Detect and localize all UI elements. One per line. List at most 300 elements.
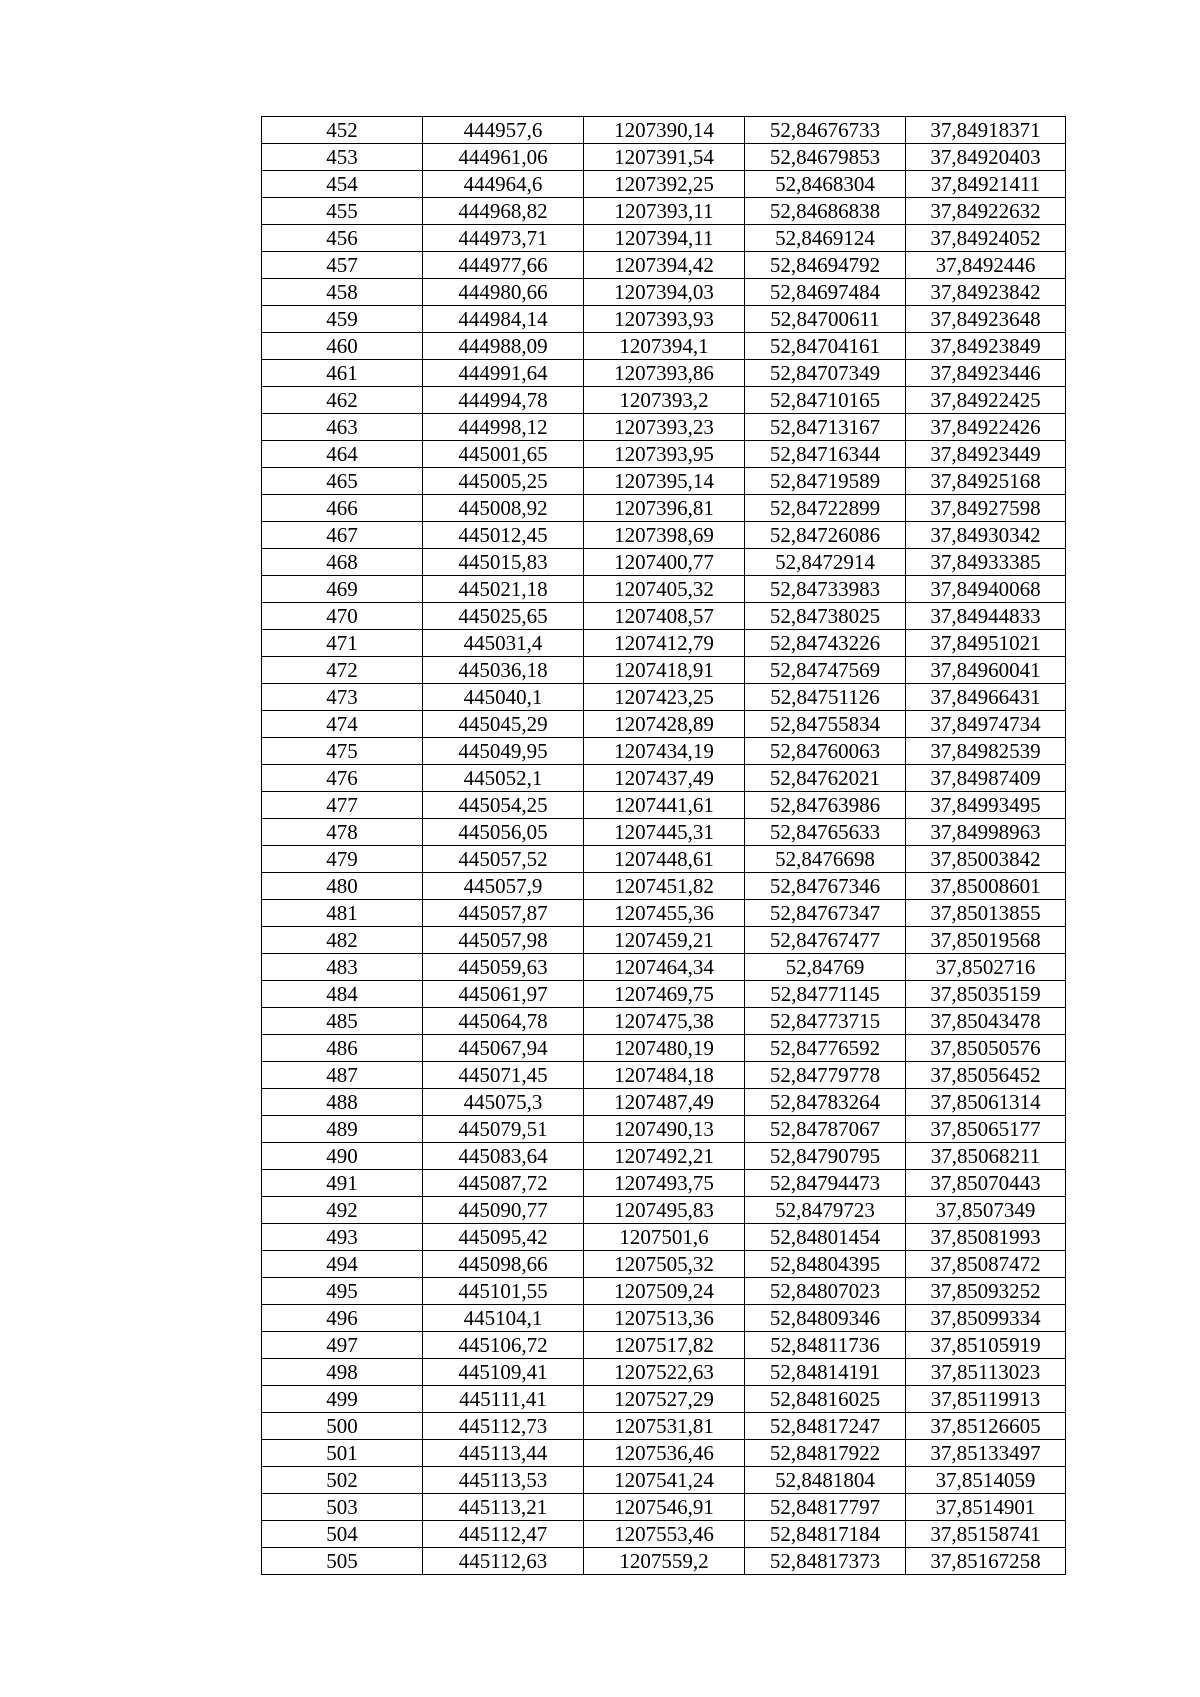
point-number-cell: 472 bbox=[262, 657, 423, 684]
table-row bbox=[262, 1386, 1066, 1413]
table-row bbox=[262, 360, 1066, 387]
y-coordinate-cell: 1207527,29 bbox=[584, 1386, 745, 1413]
x-coordinate-cell: 445112,63 bbox=[423, 1548, 584, 1575]
coordinates-table bbox=[261, 116, 1066, 1575]
latitude-cell: 52,84814191 bbox=[745, 1359, 906, 1386]
y-coordinate-cell: 1207408,57 bbox=[584, 603, 745, 630]
longitude-cell: 37,84944833 bbox=[906, 603, 1066, 630]
table-row bbox=[262, 1359, 1066, 1386]
longitude-cell: 37,85105919 bbox=[906, 1332, 1066, 1359]
x-coordinate-cell: 445056,05 bbox=[423, 819, 584, 846]
latitude-cell: 52,84771145 bbox=[745, 981, 906, 1008]
latitude-cell: 52,84713167 bbox=[745, 414, 906, 441]
table-row bbox=[262, 1305, 1066, 1332]
y-coordinate-cell: 1207391,54 bbox=[584, 144, 745, 171]
longitude-cell: 37,84940068 bbox=[906, 576, 1066, 603]
latitude-cell: 52,84722899 bbox=[745, 495, 906, 522]
longitude-cell: 37,84951021 bbox=[906, 630, 1066, 657]
x-coordinate-cell: 445113,44 bbox=[423, 1440, 584, 1467]
longitude-cell: 37,84924052 bbox=[906, 225, 1066, 252]
y-coordinate-cell: 1207405,32 bbox=[584, 576, 745, 603]
point-number-cell: 463 bbox=[262, 414, 423, 441]
longitude-cell: 37,84933385 bbox=[906, 549, 1066, 576]
y-coordinate-cell: 1207509,24 bbox=[584, 1278, 745, 1305]
point-number-cell: 470 bbox=[262, 603, 423, 630]
point-number-cell: 456 bbox=[262, 225, 423, 252]
point-number-cell: 493 bbox=[262, 1224, 423, 1251]
x-coordinate-cell: 445095,42 bbox=[423, 1224, 584, 1251]
latitude-cell: 52,84743226 bbox=[745, 630, 906, 657]
point-number-cell: 474 bbox=[262, 711, 423, 738]
table-row bbox=[262, 198, 1066, 225]
longitude-cell: 37,85070443 bbox=[906, 1170, 1066, 1197]
y-coordinate-cell: 1207390,14 bbox=[584, 117, 745, 144]
y-coordinate-cell: 1207396,81 bbox=[584, 495, 745, 522]
y-coordinate-cell: 1207513,36 bbox=[584, 1305, 745, 1332]
longitude-cell: 37,84923446 bbox=[906, 360, 1066, 387]
table-row bbox=[262, 954, 1066, 981]
point-number-cell: 487 bbox=[262, 1062, 423, 1089]
point-number-cell: 499 bbox=[262, 1386, 423, 1413]
latitude-cell: 52,84738025 bbox=[745, 603, 906, 630]
latitude-cell: 52,8476698 bbox=[745, 846, 906, 873]
y-coordinate-cell: 1207505,32 bbox=[584, 1251, 745, 1278]
x-coordinate-cell: 445112,73 bbox=[423, 1413, 584, 1440]
longitude-cell: 37,84960041 bbox=[906, 657, 1066, 684]
y-coordinate-cell: 1207469,75 bbox=[584, 981, 745, 1008]
x-coordinate-cell: 445067,94 bbox=[423, 1035, 584, 1062]
x-coordinate-cell: 445021,18 bbox=[423, 576, 584, 603]
x-coordinate-cell: 445090,77 bbox=[423, 1197, 584, 1224]
point-number-cell: 458 bbox=[262, 279, 423, 306]
x-coordinate-cell: 445040,1 bbox=[423, 684, 584, 711]
longitude-cell: 37,85035159 bbox=[906, 981, 1066, 1008]
table-row bbox=[262, 117, 1066, 144]
table-row bbox=[262, 1413, 1066, 1440]
latitude-cell: 52,84747569 bbox=[745, 657, 906, 684]
longitude-cell: 37,84922632 bbox=[906, 198, 1066, 225]
latitude-cell: 52,84767477 bbox=[745, 927, 906, 954]
point-number-cell: 464 bbox=[262, 441, 423, 468]
point-number-cell: 483 bbox=[262, 954, 423, 981]
table-row bbox=[262, 873, 1066, 900]
latitude-cell: 52,84807023 bbox=[745, 1278, 906, 1305]
latitude-cell: 52,84733983 bbox=[745, 576, 906, 603]
point-number-cell: 468 bbox=[262, 549, 423, 576]
point-number-cell: 495 bbox=[262, 1278, 423, 1305]
point-number-cell: 484 bbox=[262, 981, 423, 1008]
longitude-cell: 37,84998963 bbox=[906, 819, 1066, 846]
latitude-cell: 52,84704161 bbox=[745, 333, 906, 360]
longitude-cell: 37,85167258 bbox=[906, 1548, 1066, 1575]
y-coordinate-cell: 1207553,46 bbox=[584, 1521, 745, 1548]
y-coordinate-cell: 1207495,83 bbox=[584, 1197, 745, 1224]
table-row bbox=[262, 1197, 1066, 1224]
table-row bbox=[262, 765, 1066, 792]
x-coordinate-cell: 445031,4 bbox=[423, 630, 584, 657]
point-number-cell: 452 bbox=[262, 117, 423, 144]
y-coordinate-cell: 1207459,21 bbox=[584, 927, 745, 954]
x-coordinate-cell: 445112,47 bbox=[423, 1521, 584, 1548]
table-row bbox=[262, 1278, 1066, 1305]
point-number-cell: 486 bbox=[262, 1035, 423, 1062]
latitude-cell: 52,84716344 bbox=[745, 441, 906, 468]
latitude-cell: 52,84804395 bbox=[745, 1251, 906, 1278]
table-row bbox=[262, 1116, 1066, 1143]
table-row bbox=[262, 1332, 1066, 1359]
latitude-cell: 52,84783264 bbox=[745, 1089, 906, 1116]
y-coordinate-cell: 1207400,77 bbox=[584, 549, 745, 576]
latitude-cell: 52,84760063 bbox=[745, 738, 906, 765]
table-row bbox=[262, 576, 1066, 603]
y-coordinate-cell: 1207445,31 bbox=[584, 819, 745, 846]
table-row bbox=[262, 1521, 1066, 1548]
point-number-cell: 455 bbox=[262, 198, 423, 225]
x-coordinate-cell: 445113,53 bbox=[423, 1467, 584, 1494]
x-coordinate-cell: 445098,66 bbox=[423, 1251, 584, 1278]
longitude-cell: 37,84923648 bbox=[906, 306, 1066, 333]
table-row bbox=[262, 495, 1066, 522]
longitude-cell: 37,85056452 bbox=[906, 1062, 1066, 1089]
x-coordinate-cell: 445057,98 bbox=[423, 927, 584, 954]
longitude-cell: 37,85008601 bbox=[906, 873, 1066, 900]
y-coordinate-cell: 1207394,1 bbox=[584, 333, 745, 360]
table-row bbox=[262, 333, 1066, 360]
x-coordinate-cell: 444991,64 bbox=[423, 360, 584, 387]
y-coordinate-cell: 1207464,34 bbox=[584, 954, 745, 981]
table-row bbox=[262, 1251, 1066, 1278]
latitude-cell: 52,8468304 bbox=[745, 171, 906, 198]
x-coordinate-cell: 444984,14 bbox=[423, 306, 584, 333]
y-coordinate-cell: 1207501,6 bbox=[584, 1224, 745, 1251]
longitude-cell: 37,85068211 bbox=[906, 1143, 1066, 1170]
table-row bbox=[262, 225, 1066, 252]
point-number-cell: 460 bbox=[262, 333, 423, 360]
latitude-cell: 52,84779778 bbox=[745, 1062, 906, 1089]
x-coordinate-cell: 445057,52 bbox=[423, 846, 584, 873]
x-coordinate-cell: 445079,51 bbox=[423, 1116, 584, 1143]
table-row bbox=[262, 549, 1066, 576]
table-row bbox=[262, 1494, 1066, 1521]
point-number-cell: 480 bbox=[262, 873, 423, 900]
table-row bbox=[262, 171, 1066, 198]
y-coordinate-cell: 1207541,24 bbox=[584, 1467, 745, 1494]
table-row bbox=[262, 468, 1066, 495]
longitude-cell: 37,84927598 bbox=[906, 495, 1066, 522]
point-number-cell: 491 bbox=[262, 1170, 423, 1197]
point-number-cell: 500 bbox=[262, 1413, 423, 1440]
longitude-cell: 37,8507349 bbox=[906, 1197, 1066, 1224]
longitude-cell: 37,85093252 bbox=[906, 1278, 1066, 1305]
longitude-cell: 37,8514059 bbox=[906, 1467, 1066, 1494]
y-coordinate-cell: 1207522,63 bbox=[584, 1359, 745, 1386]
point-number-cell: 469 bbox=[262, 576, 423, 603]
table-row bbox=[262, 657, 1066, 684]
latitude-cell: 52,84817247 bbox=[745, 1413, 906, 1440]
table-row bbox=[262, 1062, 1066, 1089]
latitude-cell: 52,84773715 bbox=[745, 1008, 906, 1035]
latitude-cell: 52,84762021 bbox=[745, 765, 906, 792]
coordinates-table-body bbox=[262, 117, 1066, 1575]
y-coordinate-cell: 1207480,19 bbox=[584, 1035, 745, 1062]
point-number-cell: 504 bbox=[262, 1521, 423, 1548]
latitude-cell: 52,8479723 bbox=[745, 1197, 906, 1224]
x-coordinate-cell: 445057,87 bbox=[423, 900, 584, 927]
point-number-cell: 497 bbox=[262, 1332, 423, 1359]
table-row bbox=[262, 1143, 1066, 1170]
y-coordinate-cell: 1207394,11 bbox=[584, 225, 745, 252]
longitude-cell: 37,84918371 bbox=[906, 117, 1066, 144]
latitude-cell: 52,84817184 bbox=[745, 1521, 906, 1548]
longitude-cell: 37,85043478 bbox=[906, 1008, 1066, 1035]
table-row bbox=[262, 1089, 1066, 1116]
point-number-cell: 505 bbox=[262, 1548, 423, 1575]
point-number-cell: 466 bbox=[262, 495, 423, 522]
x-coordinate-cell: 445075,3 bbox=[423, 1089, 584, 1116]
x-coordinate-cell: 445083,64 bbox=[423, 1143, 584, 1170]
x-coordinate-cell: 445045,29 bbox=[423, 711, 584, 738]
latitude-cell: 52,84765633 bbox=[745, 819, 906, 846]
x-coordinate-cell: 444980,66 bbox=[423, 279, 584, 306]
latitude-cell: 52,84801454 bbox=[745, 1224, 906, 1251]
latitude-cell: 52,84719589 bbox=[745, 468, 906, 495]
y-coordinate-cell: 1207475,38 bbox=[584, 1008, 745, 1035]
y-coordinate-cell: 1207418,91 bbox=[584, 657, 745, 684]
longitude-cell: 37,85099334 bbox=[906, 1305, 1066, 1332]
table-row bbox=[262, 1170, 1066, 1197]
table-row bbox=[262, 144, 1066, 171]
table-row bbox=[262, 927, 1066, 954]
y-coordinate-cell: 1207448,61 bbox=[584, 846, 745, 873]
latitude-cell: 52,84817373 bbox=[745, 1548, 906, 1575]
latitude-cell: 52,84707349 bbox=[745, 360, 906, 387]
point-number-cell: 454 bbox=[262, 171, 423, 198]
x-coordinate-cell: 445001,65 bbox=[423, 441, 584, 468]
x-coordinate-cell: 445106,72 bbox=[423, 1332, 584, 1359]
table-row bbox=[262, 900, 1066, 927]
latitude-cell: 52,84816025 bbox=[745, 1386, 906, 1413]
longitude-cell: 37,85158741 bbox=[906, 1521, 1066, 1548]
latitude-cell: 52,84817922 bbox=[745, 1440, 906, 1467]
x-coordinate-cell: 445061,97 bbox=[423, 981, 584, 1008]
latitude-cell: 52,84751126 bbox=[745, 684, 906, 711]
point-number-cell: 488 bbox=[262, 1089, 423, 1116]
y-coordinate-cell: 1207394,03 bbox=[584, 279, 745, 306]
x-coordinate-cell: 445015,83 bbox=[423, 549, 584, 576]
latitude-cell: 52,8481804 bbox=[745, 1467, 906, 1494]
longitude-cell: 37,85081993 bbox=[906, 1224, 1066, 1251]
longitude-cell: 37,84974734 bbox=[906, 711, 1066, 738]
latitude-cell: 52,84776592 bbox=[745, 1035, 906, 1062]
latitude-cell: 52,84787067 bbox=[745, 1116, 906, 1143]
longitude-cell: 37,84922426 bbox=[906, 414, 1066, 441]
point-number-cell: 457 bbox=[262, 252, 423, 279]
table-row bbox=[262, 441, 1066, 468]
x-coordinate-cell: 445012,45 bbox=[423, 522, 584, 549]
y-coordinate-cell: 1207455,36 bbox=[584, 900, 745, 927]
table-row bbox=[262, 819, 1066, 846]
longitude-cell: 37,84920403 bbox=[906, 144, 1066, 171]
y-coordinate-cell: 1207412,79 bbox=[584, 630, 745, 657]
x-coordinate-cell: 445005,25 bbox=[423, 468, 584, 495]
y-coordinate-cell: 1207393,23 bbox=[584, 414, 745, 441]
longitude-cell: 37,84993495 bbox=[906, 792, 1066, 819]
longitude-cell: 37,84930342 bbox=[906, 522, 1066, 549]
latitude-cell: 52,84817797 bbox=[745, 1494, 906, 1521]
y-coordinate-cell: 1207437,49 bbox=[584, 765, 745, 792]
longitude-cell: 37,85087472 bbox=[906, 1251, 1066, 1278]
table-row bbox=[262, 1440, 1066, 1467]
point-number-cell: 498 bbox=[262, 1359, 423, 1386]
latitude-cell: 52,84767347 bbox=[745, 900, 906, 927]
x-coordinate-cell: 445049,95 bbox=[423, 738, 584, 765]
y-coordinate-cell: 1207392,25 bbox=[584, 171, 745, 198]
table-row bbox=[262, 387, 1066, 414]
longitude-cell: 37,85065177 bbox=[906, 1116, 1066, 1143]
longitude-cell: 37,84922425 bbox=[906, 387, 1066, 414]
y-coordinate-cell: 1207546,91 bbox=[584, 1494, 745, 1521]
y-coordinate-cell: 1207517,82 bbox=[584, 1332, 745, 1359]
y-coordinate-cell: 1207559,2 bbox=[584, 1548, 745, 1575]
x-coordinate-cell: 445057,9 bbox=[423, 873, 584, 900]
point-number-cell: 502 bbox=[262, 1467, 423, 1494]
latitude-cell: 52,84769 bbox=[745, 954, 906, 981]
y-coordinate-cell: 1207428,89 bbox=[584, 711, 745, 738]
point-number-cell: 461 bbox=[262, 360, 423, 387]
longitude-cell: 37,84987409 bbox=[906, 765, 1066, 792]
longitude-cell: 37,85019568 bbox=[906, 927, 1066, 954]
latitude-cell: 52,84676733 bbox=[745, 117, 906, 144]
x-coordinate-cell: 445087,72 bbox=[423, 1170, 584, 1197]
y-coordinate-cell: 1207487,49 bbox=[584, 1089, 745, 1116]
point-number-cell: 477 bbox=[262, 792, 423, 819]
longitude-cell: 37,85061314 bbox=[906, 1089, 1066, 1116]
table-row bbox=[262, 252, 1066, 279]
x-coordinate-cell: 444964,6 bbox=[423, 171, 584, 198]
point-number-cell: 485 bbox=[262, 1008, 423, 1035]
longitude-cell: 37,85113023 bbox=[906, 1359, 1066, 1386]
table-row bbox=[262, 1224, 1066, 1251]
latitude-cell: 52,84726086 bbox=[745, 522, 906, 549]
latitude-cell: 52,84686838 bbox=[745, 198, 906, 225]
x-coordinate-cell: 444994,78 bbox=[423, 387, 584, 414]
latitude-cell: 52,84811736 bbox=[745, 1332, 906, 1359]
longitude-cell: 37,84966431 bbox=[906, 684, 1066, 711]
y-coordinate-cell: 1207395,14 bbox=[584, 468, 745, 495]
longitude-cell: 37,84923842 bbox=[906, 279, 1066, 306]
x-coordinate-cell: 445104,1 bbox=[423, 1305, 584, 1332]
latitude-cell: 52,84767346 bbox=[745, 873, 906, 900]
longitude-cell: 37,85003842 bbox=[906, 846, 1066, 873]
point-number-cell: 481 bbox=[262, 900, 423, 927]
y-coordinate-cell: 1207393,86 bbox=[584, 360, 745, 387]
y-coordinate-cell: 1207493,75 bbox=[584, 1170, 745, 1197]
latitude-cell: 52,8472914 bbox=[745, 549, 906, 576]
y-coordinate-cell: 1207484,18 bbox=[584, 1062, 745, 1089]
x-coordinate-cell: 444973,71 bbox=[423, 225, 584, 252]
point-number-cell: 501 bbox=[262, 1440, 423, 1467]
x-coordinate-cell: 445036,18 bbox=[423, 657, 584, 684]
latitude-cell: 52,84790795 bbox=[745, 1143, 906, 1170]
y-coordinate-cell: 1207393,95 bbox=[584, 441, 745, 468]
table-row bbox=[262, 603, 1066, 630]
y-coordinate-cell: 1207393,2 bbox=[584, 387, 745, 414]
longitude-cell: 37,84921411 bbox=[906, 171, 1066, 198]
latitude-cell: 52,84710165 bbox=[745, 387, 906, 414]
table-row bbox=[262, 1008, 1066, 1035]
x-coordinate-cell: 445054,25 bbox=[423, 792, 584, 819]
longitude-cell: 37,85013855 bbox=[906, 900, 1066, 927]
y-coordinate-cell: 1207394,42 bbox=[584, 252, 745, 279]
table-row bbox=[262, 981, 1066, 1008]
table-row bbox=[262, 738, 1066, 765]
y-coordinate-cell: 1207531,81 bbox=[584, 1413, 745, 1440]
y-coordinate-cell: 1207393,93 bbox=[584, 306, 745, 333]
point-number-cell: 465 bbox=[262, 468, 423, 495]
point-number-cell: 476 bbox=[262, 765, 423, 792]
y-coordinate-cell: 1207393,11 bbox=[584, 198, 745, 225]
table-row bbox=[262, 522, 1066, 549]
x-coordinate-cell: 445052,1 bbox=[423, 765, 584, 792]
x-coordinate-cell: 445101,55 bbox=[423, 1278, 584, 1305]
y-coordinate-cell: 1207423,25 bbox=[584, 684, 745, 711]
point-number-cell: 503 bbox=[262, 1494, 423, 1521]
latitude-cell: 52,84694792 bbox=[745, 252, 906, 279]
latitude-cell: 52,84809346 bbox=[745, 1305, 906, 1332]
x-coordinate-cell: 445071,45 bbox=[423, 1062, 584, 1089]
table-row bbox=[262, 1548, 1066, 1575]
longitude-cell: 37,85133497 bbox=[906, 1440, 1066, 1467]
longitude-cell: 37,84925168 bbox=[906, 468, 1066, 495]
point-number-cell: 496 bbox=[262, 1305, 423, 1332]
table-row bbox=[262, 306, 1066, 333]
point-number-cell: 475 bbox=[262, 738, 423, 765]
longitude-cell: 37,8492446 bbox=[906, 252, 1066, 279]
point-number-cell: 473 bbox=[262, 684, 423, 711]
point-number-cell: 482 bbox=[262, 927, 423, 954]
point-number-cell: 471 bbox=[262, 630, 423, 657]
table-row bbox=[262, 846, 1066, 873]
latitude-cell: 52,84679853 bbox=[745, 144, 906, 171]
x-coordinate-cell: 445064,78 bbox=[423, 1008, 584, 1035]
y-coordinate-cell: 1207398,69 bbox=[584, 522, 745, 549]
latitude-cell: 52,84755834 bbox=[745, 711, 906, 738]
point-number-cell: 489 bbox=[262, 1116, 423, 1143]
longitude-cell: 37,84982539 bbox=[906, 738, 1066, 765]
x-coordinate-cell: 445059,63 bbox=[423, 954, 584, 981]
x-coordinate-cell: 444968,82 bbox=[423, 198, 584, 225]
longitude-cell: 37,84923449 bbox=[906, 441, 1066, 468]
point-number-cell: 494 bbox=[262, 1251, 423, 1278]
table-row bbox=[262, 684, 1066, 711]
longitude-cell: 37,85119913 bbox=[906, 1386, 1066, 1413]
x-coordinate-cell: 444977,66 bbox=[423, 252, 584, 279]
y-coordinate-cell: 1207441,61 bbox=[584, 792, 745, 819]
x-coordinate-cell: 445111,41 bbox=[423, 1386, 584, 1413]
y-coordinate-cell: 1207434,19 bbox=[584, 738, 745, 765]
longitude-cell: 37,8514901 bbox=[906, 1494, 1066, 1521]
x-coordinate-cell: 445109,41 bbox=[423, 1359, 584, 1386]
point-number-cell: 479 bbox=[262, 846, 423, 873]
latitude-cell: 52,84763986 bbox=[745, 792, 906, 819]
y-coordinate-cell: 1207492,21 bbox=[584, 1143, 745, 1170]
x-coordinate-cell: 444957,6 bbox=[423, 117, 584, 144]
point-number-cell: 467 bbox=[262, 522, 423, 549]
x-coordinate-cell: 445025,65 bbox=[423, 603, 584, 630]
point-number-cell: 492 bbox=[262, 1197, 423, 1224]
table-row bbox=[262, 711, 1066, 738]
latitude-cell: 52,84697484 bbox=[745, 279, 906, 306]
